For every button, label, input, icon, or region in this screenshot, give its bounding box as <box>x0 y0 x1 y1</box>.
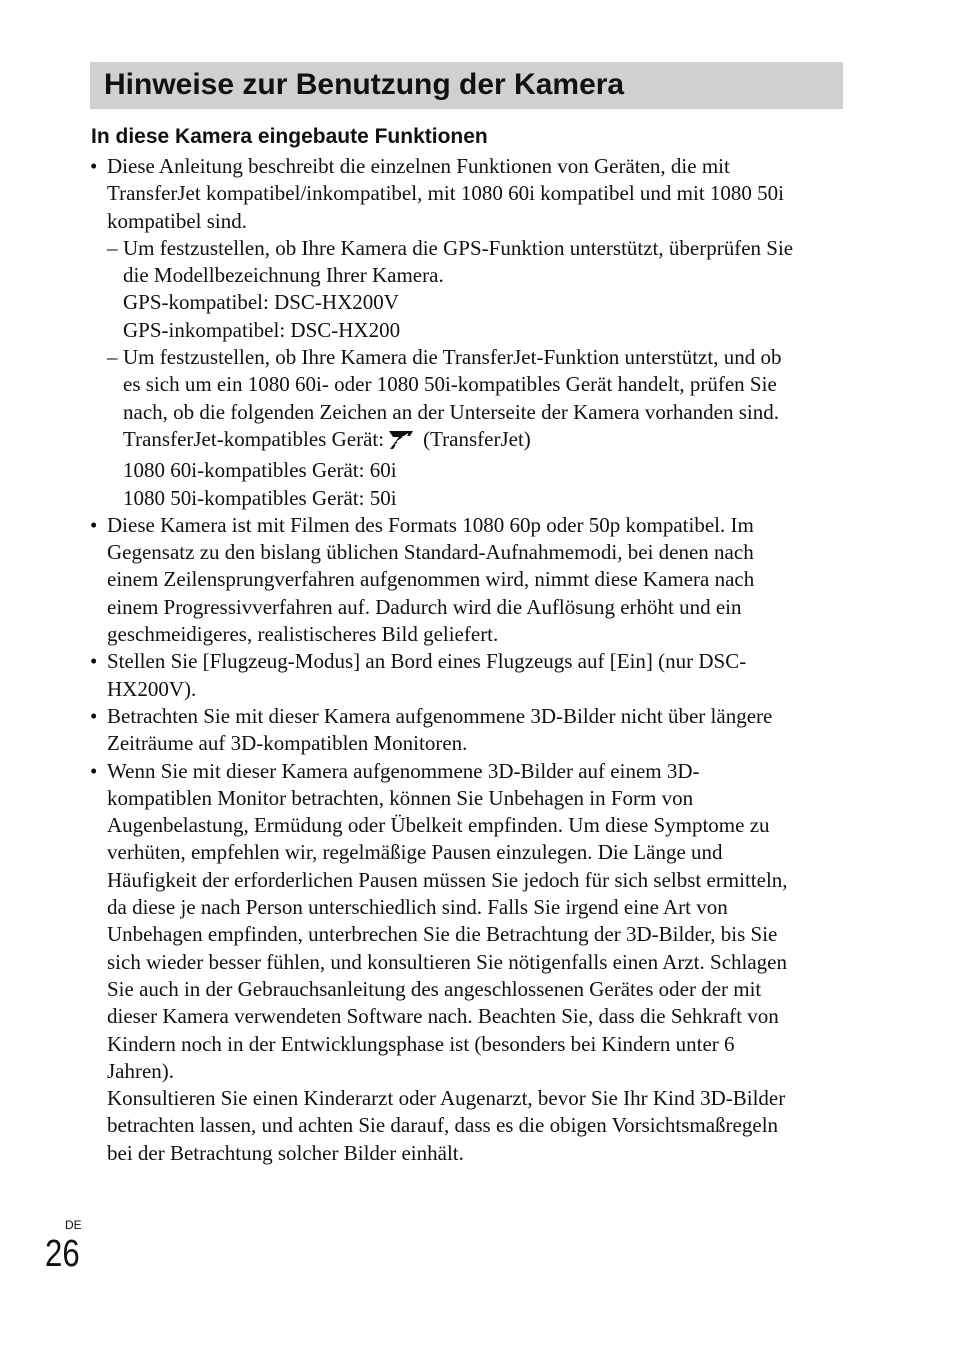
text-line: Sie auch in der Gebrauchsanleitung des angeschlossenen Gerätes oder der mit <box>107 976 762 1001</box>
text-line: kompatibel sind. <box>107 208 247 233</box>
bullet-item <box>90 648 845 703</box>
text-line: Stellen Sie [Flugzeug-Modus] an Bord eines Flugzeugs auf [Ein] (nur DSC- <box>107 649 747 674</box>
bullet-marker: • <box>90 758 98 783</box>
sub-item <box>107 344 845 512</box>
text-line: Wenn Sie mit dieser Kamera aufgenommene 3D-Bilder auf einem 3D- <box>107 758 700 783</box>
text-line: es sich um ein 1080 60i- oder 1080 50i-kompatibles Gerät handelt, prüfen Sie <box>123 372 777 397</box>
section-title: Hinweise zur Benutzung der Kamera <box>104 68 625 101</box>
bullet-item <box>90 703 845 758</box>
text-line: bei der Betrachtung solcher Bilder einhält. <box>107 1140 464 1165</box>
text-line: Diese Anleitung beschreibt die einzelnen Funktionen von Geräten, die mit <box>107 154 730 178</box>
text-line: einem Progressivverfahren auf. Dadurch wird die Auflösung erhöht und ein <box>107 594 742 619</box>
transferjet-suffix: (TransferJet) <box>423 426 531 451</box>
text-line: HX200V). <box>107 676 197 701</box>
text-line: TransferJet kompatibel/inkompatibel, mit 1080 60i kompatibel und mit 1080 50i <box>107 181 784 206</box>
transferjet-icon <box>388 430 414 457</box>
text-line: Gegensatz zu den bislang üblichen Standard-Aufnahmemodi, bei denen nach <box>107 540 754 565</box>
bullet-marker: • <box>90 703 98 728</box>
text-line: dieser Kamera verwendeten Software nach. Beachten Sie, dass die Sehkraft von <box>107 1004 779 1029</box>
text-line: Zeiträume auf 3D-kompatiblen Monitoren. <box>107 731 468 756</box>
text-line: GPS-inkompatibel: DSC-HX200 <box>123 317 401 342</box>
body-text <box>90 153 845 1167</box>
text-line: kompatiblen Monitor betrachten, können Sie Unbehagen in Form von <box>107 785 694 810</box>
text-line: Um festzustellen, ob Ihre Kamera die TransferJet-Funktion unterstützt, und ob <box>123 345 782 370</box>
text-line: GPS-kompatibel: DSC-HX200V <box>123 290 399 315</box>
text-line: Betrachten Sie mit dieser Kamera aufgenommene 3D-Bilder nicht über längere <box>107 703 773 728</box>
text-line: geschmeidigeres, realistischeres Bild geliefert. <box>107 622 499 647</box>
language-code: DE <box>65 1218 82 1232</box>
text-line: Häufigkeit der erforderlichen Pausen müssen Sie jedoch für sich selbst ermitteln, <box>107 867 788 892</box>
text-line: nach, ob die folgenden Zeichen an der Unterseite der Kamera vorhanden sind. <box>123 399 779 424</box>
text-line: da diese je nach Person unterschiedlich sind. Falls Sie irgend eine Art von <box>107 895 728 920</box>
transferjet-line <box>123 426 845 457</box>
bullet-item <box>90 512 845 648</box>
bullet-marker: • <box>90 512 98 537</box>
text-line: sich wieder besser fühlen, und konsultieren Sie nötigenfalls einen Arzt. Schlagen <box>107 949 787 974</box>
bullet-item <box>90 758 845 1167</box>
text-line: Konsultieren Sie einen Kinderarzt oder Augenarzt, bevor Sie Ihr Kind 3D-Bilder <box>107 1086 786 1111</box>
text-line: Diese Kamera ist mit Filmen des Formats 1080 60p oder 50p kompatibel. Im <box>107 512 754 537</box>
text-line: die Modellbezeichnung Ihrer Kamera. <box>123 263 444 288</box>
text-line: 1080 50i-kompatibles Gerät: 50i <box>123 485 397 510</box>
text-line: Augenbelastung, Ermüdung oder Übelkeit empfinden. Um diese Symptome zu <box>107 813 770 838</box>
bullet-item <box>90 153 845 512</box>
text-line: einem Zeilensprungverfahren aufgenommen wird, nimmt diese Kamera nach <box>107 567 755 592</box>
text-line: Jahren). <box>107 1058 175 1083</box>
text-line: Kindern noch in der Entwicklungsphase ist (besonders bei Kindern unter 6 <box>107 1031 735 1056</box>
text-line: Um festzustellen, ob Ihre Kamera die GPS-Funktion unterstützt, überprüfen Sie <box>123 235 794 260</box>
bullet-marker: • <box>90 154 98 178</box>
bullet-marker: • <box>90 649 98 674</box>
dash-marker: – <box>107 235 118 260</box>
subheading: In diese Kamera eingebaute Funktionen <box>91 125 488 148</box>
page-number: 26 <box>45 1233 80 1275</box>
text-line: verhüten, empfehlen wir, regelmäßige Pausen einzulegen. Die Länge und <box>107 840 723 865</box>
text-line: 1080 60i-kompatibles Gerät: 60i <box>123 458 397 483</box>
transferjet-label: TransferJet-kompatibles Gerät: <box>123 426 385 451</box>
dash-marker: – <box>107 345 118 370</box>
text-line: betrachten lassen, und achten Sie darauf, dass es die obigen Vorsichtsmaßregeln <box>107 1113 779 1138</box>
sub-item <box>107 235 845 344</box>
text-line: Unbehagen empfinden, unterbrechen Sie die Betrachtung der 3D-Bilder, bis Sie <box>107 922 778 947</box>
section-title-bar <box>90 62 843 109</box>
